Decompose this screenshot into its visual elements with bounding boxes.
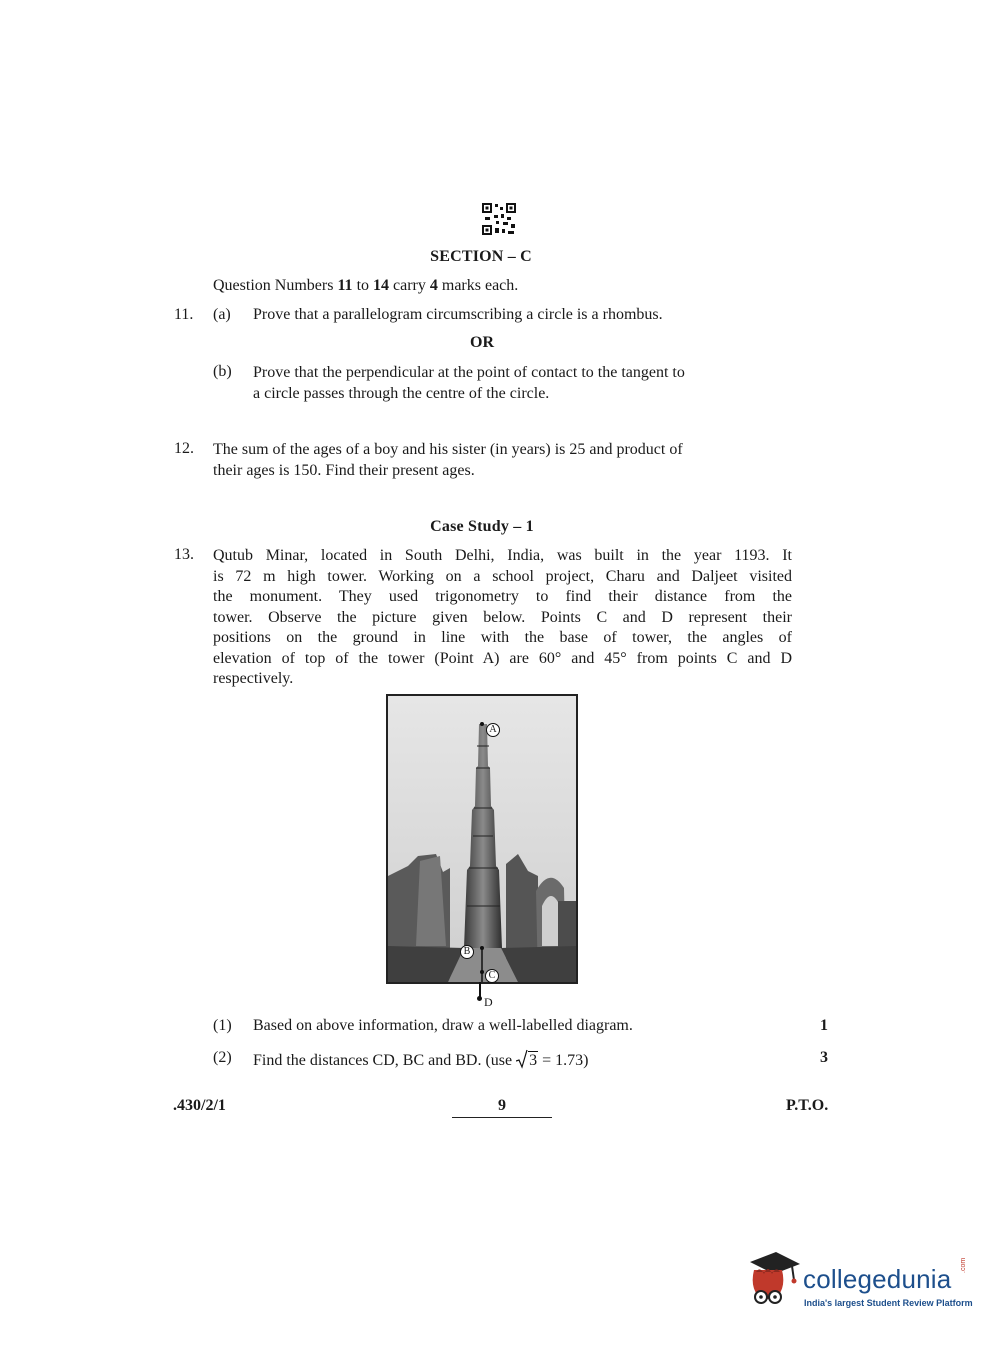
question-number: 11. [174, 306, 194, 323]
point-d-label: D [484, 995, 493, 1009]
footer-divider [452, 1117, 552, 1118]
point-d-dot [477, 996, 482, 1001]
or-divider: OR [470, 334, 494, 351]
marks: 3 [820, 1049, 828, 1066]
marks: 1 [820, 1017, 828, 1034]
option-label: (b) [213, 363, 232, 380]
qr-code-icon [481, 202, 517, 236]
sqrt-symbol: 3 [516, 1049, 538, 1070]
question-text: Prove that a parallelogram circumscribing a circle is a rhombus. [253, 306, 663, 323]
section-title: SECTION – C [430, 248, 532, 265]
case-study-title: Case Study – 1 [430, 518, 534, 535]
question-text: Prove that the perpendicular at the point of contact to the tangent to a circle passes through the centre of the circle. [253, 364, 685, 402]
point-a-label: A [486, 719, 500, 737]
subquestion-label: (1) [213, 1017, 232, 1034]
subquestion-text: Based on above information, draw a well-labelled diagram. [253, 1017, 633, 1034]
paper-code: .430/2/1 [173, 1097, 226, 1114]
brand-name: collegedunia [803, 1264, 952, 1294]
collegedunia-mascot-icon [744, 1250, 802, 1310]
qutub-minar-photo [386, 694, 578, 984]
point-c-label: C [485, 965, 499, 983]
question-text: The sum of the ages of a boy and his sister (in years) is 25 and product of their ages is 150. Find their present ages. [213, 441, 683, 479]
page-number: 9 [498, 1097, 506, 1114]
brand-tagline: India's largest Student Review Platform [804, 1298, 973, 1308]
brand-suffix: .com [960, 1257, 967, 1273]
subquestion-label: (2) [213, 1049, 232, 1066]
section-instruction: Question Numbers 11 to 14 carry 4 marks each. [213, 277, 519, 294]
question-number: 12. [174, 440, 194, 457]
option-label: (a) [213, 306, 231, 323]
pto-label: P.T.O. [786, 1097, 829, 1114]
question-text: Qutub Minar, located in South Delhi, India, was built in the year 1193. It is 72 m high tower. Working on a school project, Charu and Daljeet visited the monument. They used trigonometry to find their distance from the tower. Observe the picture given below. Points C and D represent their positions on the ground in line with the base of tower, the angles of elevation of top of the tower (Point A) are 60° and 45° from points C and D respectively. [213, 547, 792, 687]
subquestion-text: Find the distances CD, BC and BD. (use 3 = 1.73) [253, 1049, 588, 1070]
question-number: 13. [174, 546, 194, 563]
point-b-label: B [460, 941, 474, 959]
